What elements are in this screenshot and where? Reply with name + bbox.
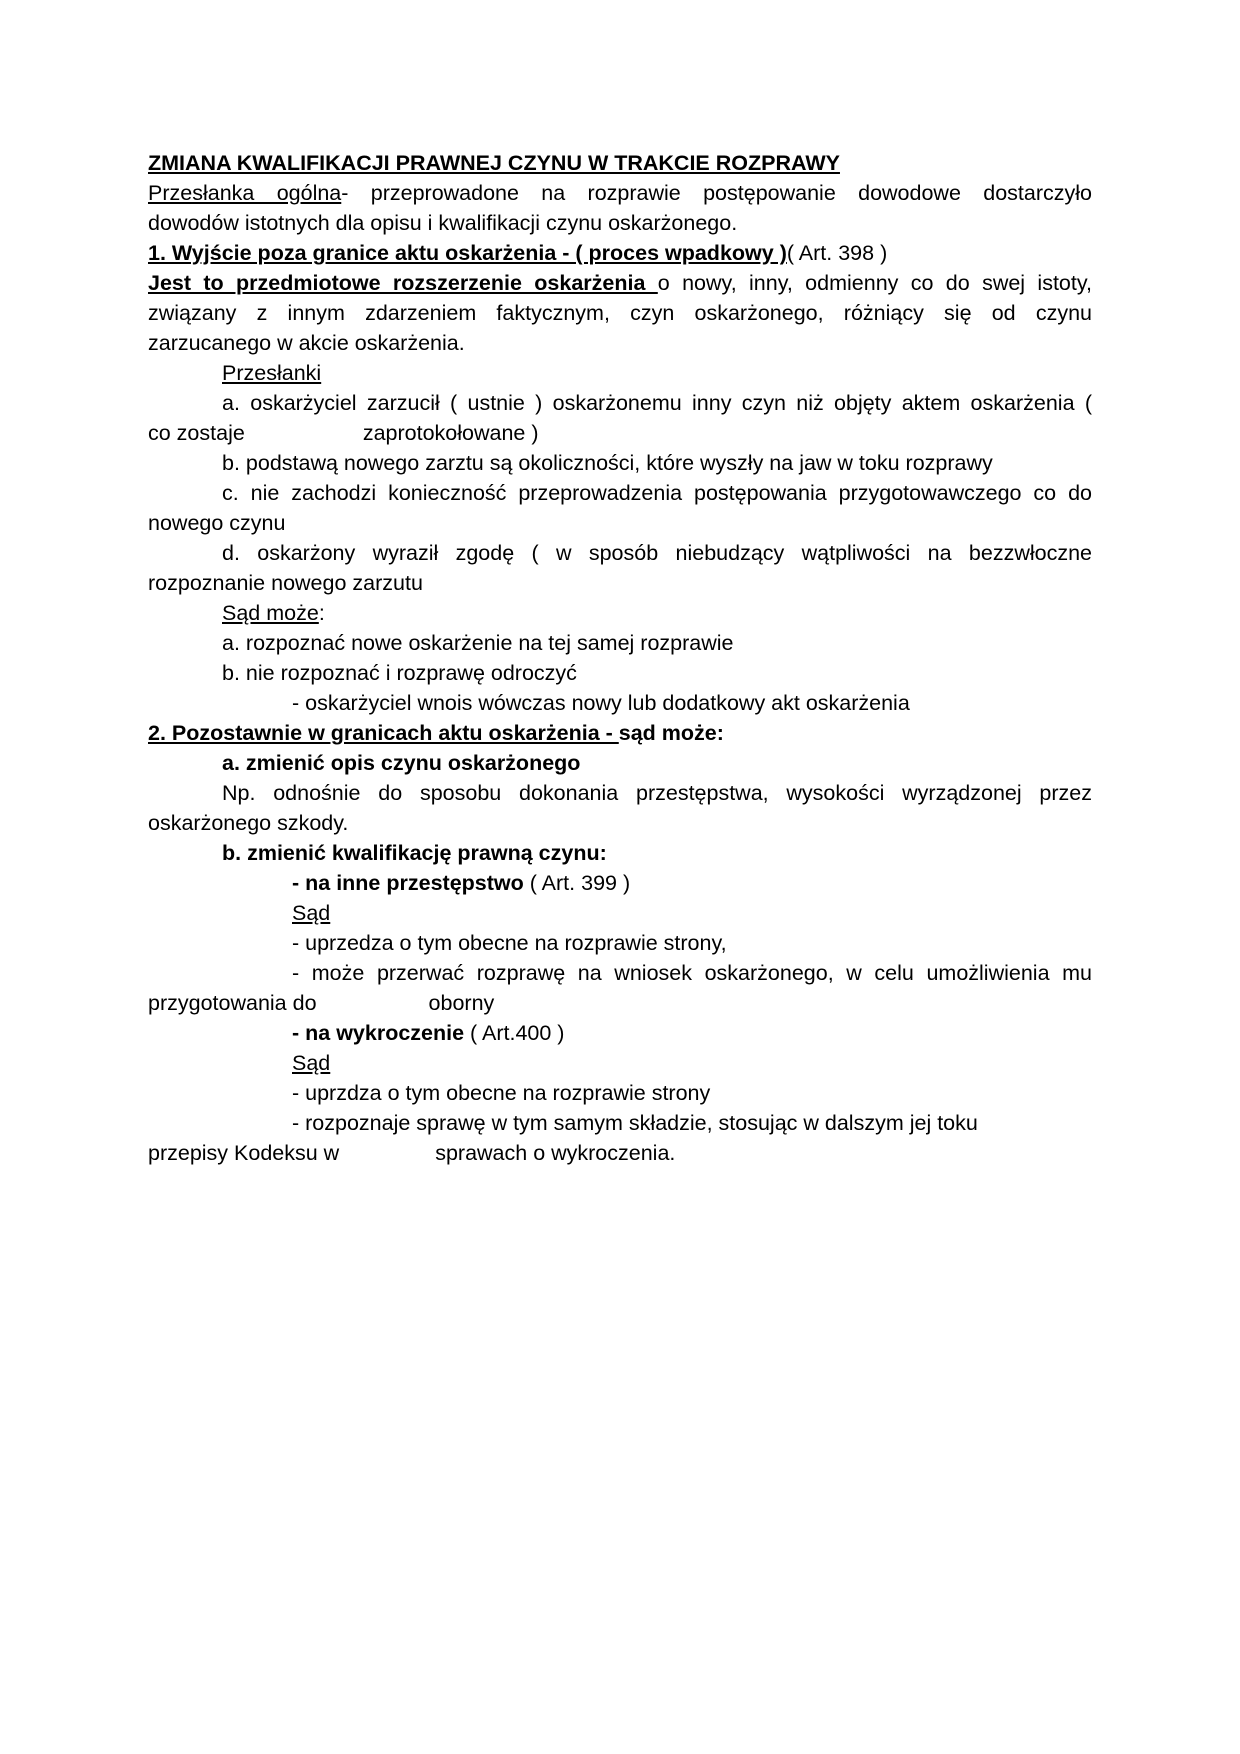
general-premise-line2: dowodów istotnych dla opisu i kwalifikacji czynu oskarżonego. xyxy=(148,211,738,235)
section2-a-heading: a. zmienić opis czynu oskarżonego xyxy=(222,751,581,775)
crime-item-2-line2: przygotowania do oborny xyxy=(148,991,495,1015)
general-premise-line1: Przesłanka ogólna- przeprowadone na rozprawie postępowanie dowodowe dostarczyło xyxy=(148,181,1092,205)
section1-heading: 1. Wyjście poza granice aktu oskarżenia - ( proces wpadkowy )( Art. 398 ) xyxy=(148,241,888,265)
court-may-label: Sąd może: xyxy=(222,601,325,625)
section1-definition-line2: związany z innym zdarzeniem faktycznym, czyn oskarżonego, różniący się od czynu xyxy=(148,301,1092,325)
section2-b-heading: b. zmienić kwalifikację prawną czynu: xyxy=(222,841,607,865)
premise-b: b. podstawą nowego zarztu są okoliczności, które wyszły na jaw w toku rozprawy xyxy=(222,451,993,475)
offense-heading: - na wykroczenie ( Art.400 ) xyxy=(292,1021,565,1045)
crime-item-2-line1: - może przerwać rozprawę na wniosek oskarżonego, w celu umożliwienia mu xyxy=(292,961,1092,985)
offense-item-2-line1: - rozpoznaje sprawę w tym samym składzie, stosując w dalszym jej toku xyxy=(292,1111,978,1135)
section2-a-text-line2: oskarżonego szkody. xyxy=(148,811,349,835)
section1-definition-line1: Jest to przedmiotowe rozszerzenie oskarżenia o nowy, inny, odmienny co do swej istoty, xyxy=(148,271,1092,295)
other-crime-heading: - na inne przestępstwo ( Art. 399 ) xyxy=(292,871,631,895)
court-option-b: b. nie rozpoznać i rozprawę odroczyć xyxy=(222,661,577,685)
premise-c-line1: c. nie zachodzi konieczność przeprowadzenia postępowania przygotowawczego co do xyxy=(222,481,1092,505)
court-label-2: Sąd xyxy=(292,1051,331,1075)
court-option-a: a. rozpoznać nowe oskarżenie na tej samej rozprawie xyxy=(222,631,734,655)
premise-d-line2: rozpoznanie nowego zarzutu xyxy=(148,571,423,595)
section1-definition-label: Jest to przedmiotowe rozszerzenie oskarżenia xyxy=(148,271,658,295)
court-option-b-note: - oskarżyciel wnois wówczas nowy lub dodatkowy akt oskarżenia xyxy=(292,691,910,715)
crime-item-1: - uprzedza o tym obecne na rozprawie strony, xyxy=(292,931,727,955)
section2-heading: 2. Pozostawnie w granicach aktu oskarżenia - sąd może: xyxy=(148,721,724,745)
premise-d-line1: d. oskarżony wyraził zgodę ( w sposób niebudzący wątpliwości na bezzwłoczne xyxy=(222,541,1092,565)
premise-c-line2: nowego czynu xyxy=(148,511,286,535)
court-label-1: Sąd xyxy=(292,901,331,925)
section1-definition-line3: zarzucanego w akcie oskarżenia. xyxy=(148,331,465,355)
offense-item-2-line2: przepisy Kodeksu w sprawach o wykroczenia. xyxy=(148,1141,676,1165)
premise-a-line2: co zostaje zaprotokołowane ) xyxy=(148,421,539,445)
offense-item-1: - uprzdza o tym obecne na rozprawie strony xyxy=(292,1081,711,1105)
premise-a-line1: a. oskarżyciel zarzucił ( ustnie ) oskarżonemu inny czyn niż objęty aktem oskarżenia ( xyxy=(222,391,1092,415)
premises-label: Przesłanki xyxy=(222,361,322,385)
document-title: ZMIANA KWALIFIKACJI PRAWNEJ CZYNU W TRAKCIE ROZPRAWY xyxy=(148,151,840,175)
section2-a-text-line1: Np. odnośnie do sposobu dokonania przestępstwa, wysokości wyrządzonej przez xyxy=(222,781,1092,805)
general-premise-label: Przesłanka ogólna xyxy=(148,181,342,205)
